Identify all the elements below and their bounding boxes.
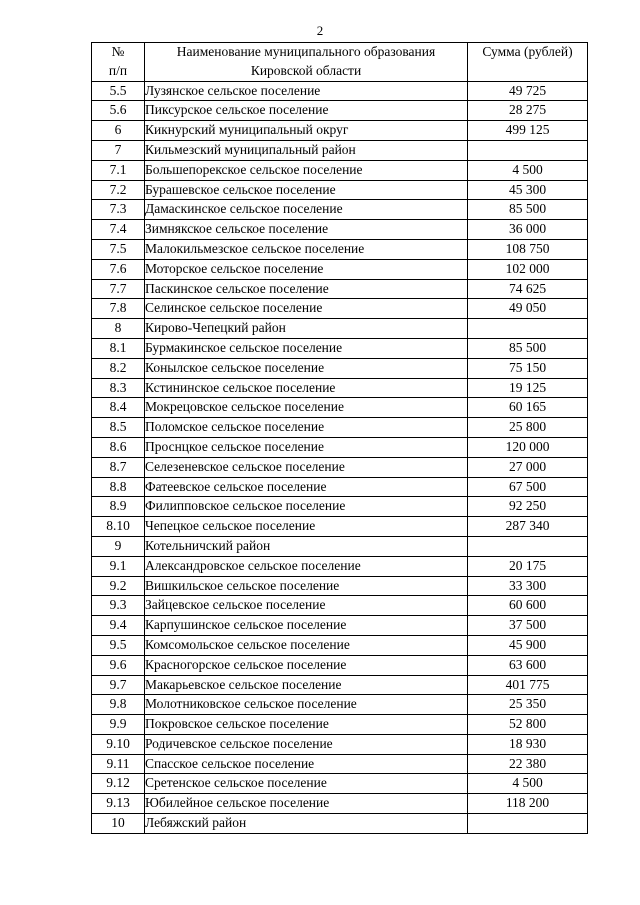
allocation-table (91, 42, 588, 834)
table-row (92, 556, 588, 576)
row-sum-cell: 4 500 (468, 774, 588, 794)
row-name-cell: Фатеевское сельское поселение (145, 477, 468, 497)
table-row (92, 358, 588, 378)
row-number-cell: 7.1 (92, 160, 145, 180)
row-name-cell: Дамаскинское сельское поселение (145, 200, 468, 220)
table-body (92, 81, 588, 833)
column-header-number (92, 43, 145, 82)
table-row (92, 655, 588, 675)
row-sum-cell: 33 300 (468, 576, 588, 596)
row-number-cell: 9.4 (92, 616, 145, 636)
row-name-cell: Кирово-Чепецкий район (145, 319, 468, 339)
table-row (92, 635, 588, 655)
row-number-cell: 8.1 (92, 338, 145, 358)
row-sum-cell: 287 340 (468, 517, 588, 537)
row-number-cell: 7.8 (92, 299, 145, 319)
row-number-cell: 8.2 (92, 358, 145, 378)
row-name-cell: Александровское сельское поселение (145, 556, 468, 576)
row-name-cell: Лузянское сельское поселение (145, 81, 468, 101)
row-number-cell: 9.7 (92, 675, 145, 695)
row-sum-cell: 85 500 (468, 338, 588, 358)
row-name-cell: Малокильмезское сельское поселение (145, 239, 468, 259)
row-number-cell: 8.6 (92, 437, 145, 457)
row-name-cell: Кстининское сельское поселение (145, 378, 468, 398)
row-name-cell: Покровское сельское поселение (145, 715, 468, 735)
row-name-cell: Чепецкое сельское поселение (145, 517, 468, 537)
table-row (92, 596, 588, 616)
row-number-cell: 8.8 (92, 477, 145, 497)
row-name-cell: Бурашевское сельское поселение (145, 180, 468, 200)
row-sum-cell: 4 500 (468, 160, 588, 180)
row-number-cell: 9.6 (92, 655, 145, 675)
row-sum-cell: 52 800 (468, 715, 588, 735)
row-name-cell: Карпушинское сельское поселение (145, 616, 468, 636)
column-header-number-line2: п/п (108, 62, 128, 78)
row-name-cell: Зимнякское сельское поселение (145, 220, 468, 240)
row-name-cell: Кикнурский муниципальный округ (145, 121, 468, 141)
row-name-cell: Сретенское сельское поселение (145, 774, 468, 794)
table-row (92, 121, 588, 141)
row-number-cell: 7.7 (92, 279, 145, 299)
row-number-cell: 8.3 (92, 378, 145, 398)
row-number-cell: 9.11 (92, 754, 145, 774)
table-header-row (92, 43, 588, 82)
row-name-cell: Проснцкое сельское поселение (145, 437, 468, 457)
row-number-cell: 9.10 (92, 734, 145, 754)
table-row (92, 715, 588, 735)
table-row (92, 378, 588, 398)
row-number-cell: 9.8 (92, 695, 145, 715)
row-sum-cell: 20 175 (468, 556, 588, 576)
row-sum-cell: 75 150 (468, 358, 588, 378)
row-number-cell: 9.12 (92, 774, 145, 794)
row-sum-cell: 60 165 (468, 398, 588, 418)
table-row (92, 576, 588, 596)
table-row (92, 774, 588, 794)
page-number: 2 (316, 23, 324, 38)
row-name-cell: Моторское сельское поселение (145, 259, 468, 279)
row-name-cell: Селезеневское сельское поселение (145, 457, 468, 477)
row-name-cell: Большепорекское сельское поселение (145, 160, 468, 180)
table-row (92, 477, 588, 497)
row-sum-cell: 92 250 (468, 497, 588, 517)
row-sum-cell: 19 125 (468, 378, 588, 398)
table-row (92, 338, 588, 358)
table-row (92, 616, 588, 636)
row-sum-cell: 67 500 (468, 477, 588, 497)
row-sum-cell (468, 814, 588, 834)
row-name-cell: Лебяжский район (145, 814, 468, 834)
row-sum-cell: 37 500 (468, 616, 588, 636)
table-row (92, 180, 588, 200)
row-name-cell: Родичевское сельское поселение (145, 734, 468, 754)
row-number-cell: 8.10 (92, 517, 145, 537)
row-sum-cell: 120 000 (468, 437, 588, 457)
row-sum-cell: 45 900 (468, 635, 588, 655)
row-sum-cell: 22 380 (468, 754, 588, 774)
row-number-cell: 5.5 (92, 81, 145, 101)
row-number-cell: 9.13 (92, 794, 145, 814)
table-row (92, 517, 588, 537)
row-name-cell: Бурмакинское сельское поселение (145, 338, 468, 358)
table-row (92, 140, 588, 160)
row-sum-cell: 85 500 (468, 200, 588, 220)
table-row (92, 675, 588, 695)
table-row (92, 457, 588, 477)
row-sum-cell: 36 000 (468, 220, 588, 240)
row-number-cell: 7 (92, 140, 145, 160)
table-row (92, 794, 588, 814)
row-number-cell: 9.3 (92, 596, 145, 616)
row-name-cell: Комсомольское сельское поселение (145, 635, 468, 655)
row-sum-cell: 49 725 (468, 81, 588, 101)
row-name-cell: Юбилейное сельское поселение (145, 794, 468, 814)
row-name-cell: Паскинское сельское поселение (145, 279, 468, 299)
row-sum-cell (468, 140, 588, 160)
row-number-cell: 10 (92, 814, 145, 834)
row-number-cell: 7.2 (92, 180, 145, 200)
row-number-cell: 7.5 (92, 239, 145, 259)
table-row (92, 695, 588, 715)
table-row (92, 220, 588, 240)
row-sum-cell: 102 000 (468, 259, 588, 279)
table-row (92, 81, 588, 101)
row-number-cell: 8.5 (92, 418, 145, 438)
table-row (92, 299, 588, 319)
row-name-cell: Вишкильское сельское поселение (145, 576, 468, 596)
row-name-cell: Котельничский район (145, 536, 468, 556)
row-name-cell: Филипповское сельское поселение (145, 497, 468, 517)
row-sum-cell (468, 536, 588, 556)
table-row (92, 497, 588, 517)
row-number-cell: 8.4 (92, 398, 145, 418)
table-row (92, 101, 588, 121)
row-number-cell: 6 (92, 121, 145, 141)
row-number-cell: 8.9 (92, 497, 145, 517)
table-row (92, 437, 588, 457)
row-name-cell: Красногорское сельское поселение (145, 655, 468, 675)
row-sum-cell: 28 275 (468, 101, 588, 121)
table-row (92, 754, 588, 774)
row-name-cell: Мокрецовское сельское поселение (145, 398, 468, 418)
row-sum-cell: 401 775 (468, 675, 588, 695)
row-name-cell: Кильмезский муниципальный район (145, 140, 468, 160)
row-number-cell: 9.1 (92, 556, 145, 576)
row-sum-cell: 45 300 (468, 180, 588, 200)
column-header-name (145, 43, 468, 82)
row-number-cell: 9.9 (92, 715, 145, 735)
row-sum-cell: 18 930 (468, 734, 588, 754)
row-name-cell: Конылское сельское поселение (145, 358, 468, 378)
table-row (92, 319, 588, 339)
row-sum-cell: 63 600 (468, 655, 588, 675)
row-number-cell: 5.6 (92, 101, 145, 121)
table-row (92, 398, 588, 418)
column-header-number-line1: № (111, 44, 125, 59)
row-name-cell: Макарьевское сельское поселение (145, 675, 468, 695)
row-sum-cell: 25 800 (468, 418, 588, 438)
table-row (92, 160, 588, 180)
row-sum-cell: 27 000 (468, 457, 588, 477)
row-name-cell: Молотниковское сельское поселение (145, 695, 468, 715)
row-name-cell: Пиксурское сельское поселение (145, 101, 468, 121)
row-number-cell: 9.2 (92, 576, 145, 596)
row-number-cell: 9 (92, 536, 145, 556)
table-row (92, 418, 588, 438)
row-sum-cell: 108 750 (468, 239, 588, 259)
row-name-cell: Спасское сельское поселение (145, 754, 468, 774)
row-sum-cell: 499 125 (468, 121, 588, 141)
column-header-sum: Сумма (рублей) (468, 43, 588, 82)
row-sum-cell: 74 625 (468, 279, 588, 299)
row-sum-cell: 118 200 (468, 794, 588, 814)
table-row (92, 259, 588, 279)
row-sum-cell: 49 050 (468, 299, 588, 319)
row-name-cell: Поломское сельское поселение (145, 418, 468, 438)
row-number-cell: 9.5 (92, 635, 145, 655)
row-number-cell: 8 (92, 319, 145, 339)
row-name-cell: Селинское сельское поселение (145, 299, 468, 319)
row-number-cell: 7.3 (92, 200, 145, 220)
row-number-cell: 7.4 (92, 220, 145, 240)
row-sum-cell: 25 350 (468, 695, 588, 715)
row-sum-cell (468, 319, 588, 339)
row-name-cell: Зайцевское сельское поселение (145, 596, 468, 616)
row-sum-cell: 60 600 (468, 596, 588, 616)
table-row (92, 239, 588, 259)
table-row (92, 200, 588, 220)
column-header-name-line1: Наименование муниципального образования (176, 44, 436, 59)
table-row (92, 536, 588, 556)
table-row (92, 279, 588, 299)
row-number-cell: 7.6 (92, 259, 145, 279)
column-header-name-line2: Кировской области (250, 62, 362, 78)
table-row (92, 734, 588, 754)
table-row (92, 814, 588, 834)
row-number-cell: 8.7 (92, 457, 145, 477)
